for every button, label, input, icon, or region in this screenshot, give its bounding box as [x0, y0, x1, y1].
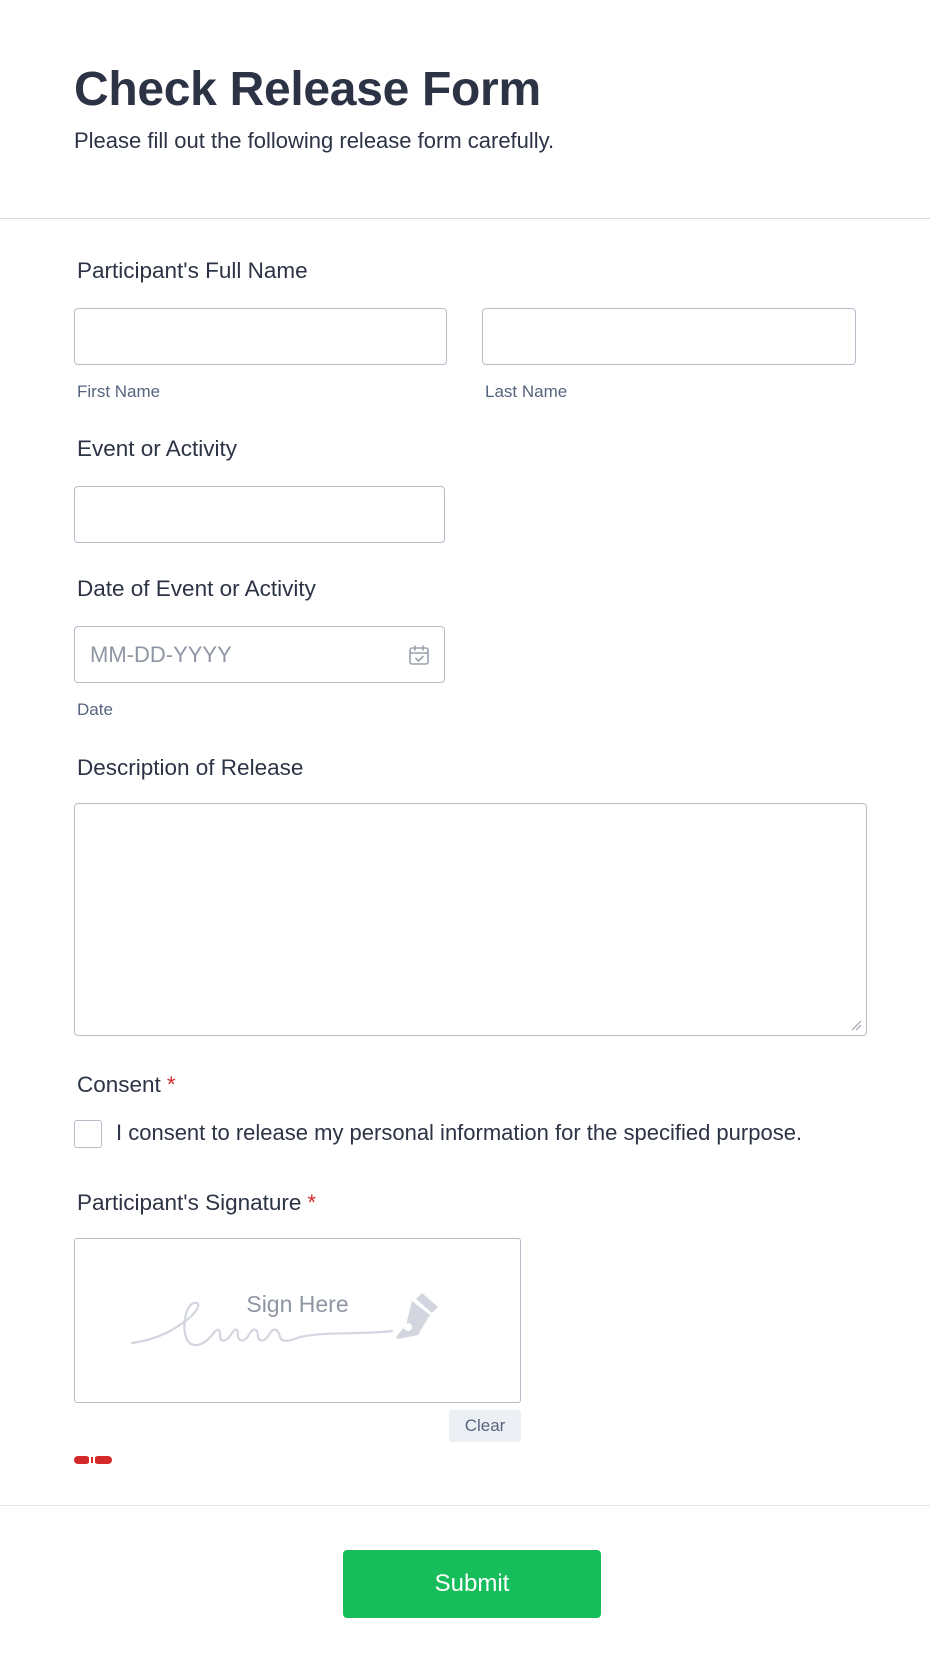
event-date-label: Date of Event or Activity	[77, 576, 316, 601]
full-name-label: Participant's Full Name	[77, 258, 308, 283]
resize-grip-icon[interactable]	[850, 1019, 862, 1031]
first-name-input[interactable]	[74, 308, 447, 365]
date-sublabel: Date	[77, 700, 113, 719]
last-name-sublabel: Last Name	[485, 382, 568, 401]
consent-checkbox[interactable]	[74, 1120, 102, 1148]
consent-checkbox-label[interactable]: I consent to release my personal information for the specified purpose.	[116, 1120, 803, 1145]
signature-label	[77, 1188, 316, 1218]
required-mark: *	[307, 1190, 317, 1215]
form-header	[0, 0, 930, 219]
description-label: Description of Release	[77, 755, 304, 780]
date-placeholder: MM-DD-YYYY	[90, 642, 232, 667]
required-mark: *	[166, 1072, 176, 1097]
signature-scribble-icon	[130, 1287, 460, 1362]
consent-label-text: Consent	[77, 1072, 161, 1097]
date-input[interactable]	[74, 626, 445, 683]
pen-nib-icon	[396, 1293, 438, 1339]
event-input[interactable]	[74, 486, 445, 543]
footer-divider	[0, 1505, 930, 1506]
description-textarea[interactable]	[74, 803, 867, 1036]
signature-label-text: Participant's Signature	[77, 1190, 302, 1215]
page-title: Check Release Form	[74, 63, 541, 116]
signature-pad[interactable]	[74, 1238, 521, 1403]
consent-label	[77, 1070, 176, 1100]
last-name-input[interactable]	[482, 308, 856, 365]
submit-button[interactable]: Submit	[343, 1550, 601, 1618]
sign-here-text: Sign Here	[246, 1291, 349, 1317]
error-indicator-icon	[74, 1455, 112, 1465]
clear-signature-button[interactable]: Clear	[449, 1410, 521, 1442]
first-name-sublabel: First Name	[77, 382, 161, 401]
event-label: Event or Activity	[77, 436, 238, 461]
calendar-icon[interactable]	[408, 644, 430, 666]
page-subtitle: Please fill out the following release form carefully.	[74, 128, 555, 153]
